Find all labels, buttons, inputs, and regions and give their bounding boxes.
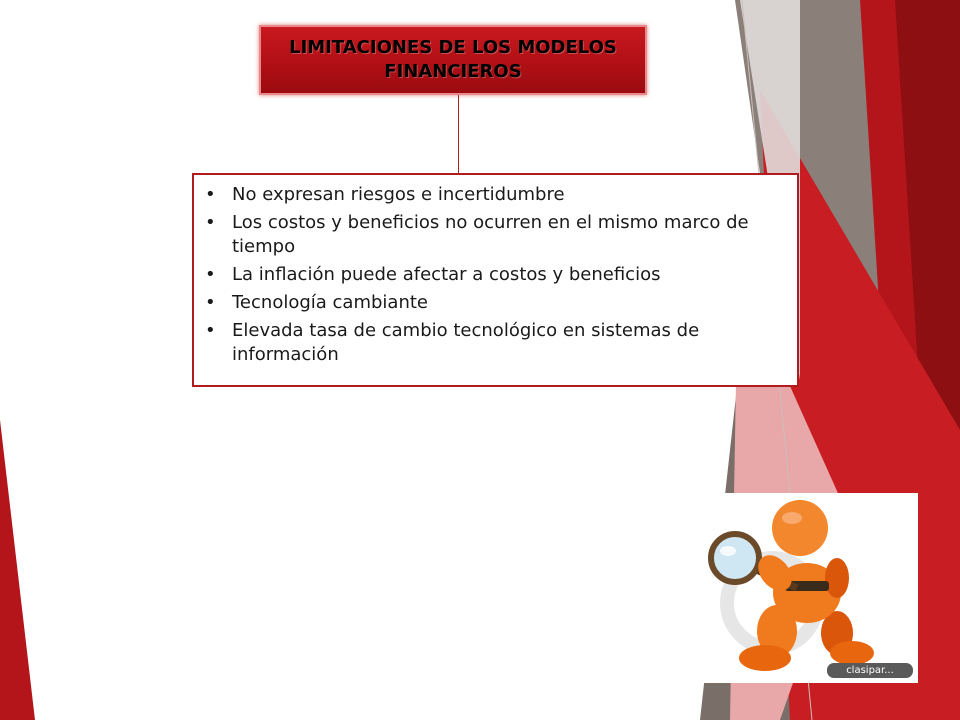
watermark-label: clasipar... [827,663,913,678]
bullet-item: • No expresan riesgos e incertidumbre [232,183,783,207]
bullet-list [194,175,797,367]
bullet-item: • Elevada tasa de cambio tecnológico en sistemas de información [232,319,783,367]
connector-line [458,95,459,175]
bullet-item: • Los costos y beneficios no ocurren en el mismo marco de tiempo [232,211,783,259]
title-box [259,25,647,95]
bullet-item: • La inflación puede afectar a costos y beneficios [232,263,783,287]
slide-title: LIMITACIONES DE LOS MODELOS FINANCIEROS [289,37,617,82]
content-box [192,173,799,387]
left-red-accent [0,420,35,720]
detective-figure-icon [697,493,918,683]
detective-illustration [697,493,918,683]
bullet-item: • Tecnología cambiante [232,291,783,315]
